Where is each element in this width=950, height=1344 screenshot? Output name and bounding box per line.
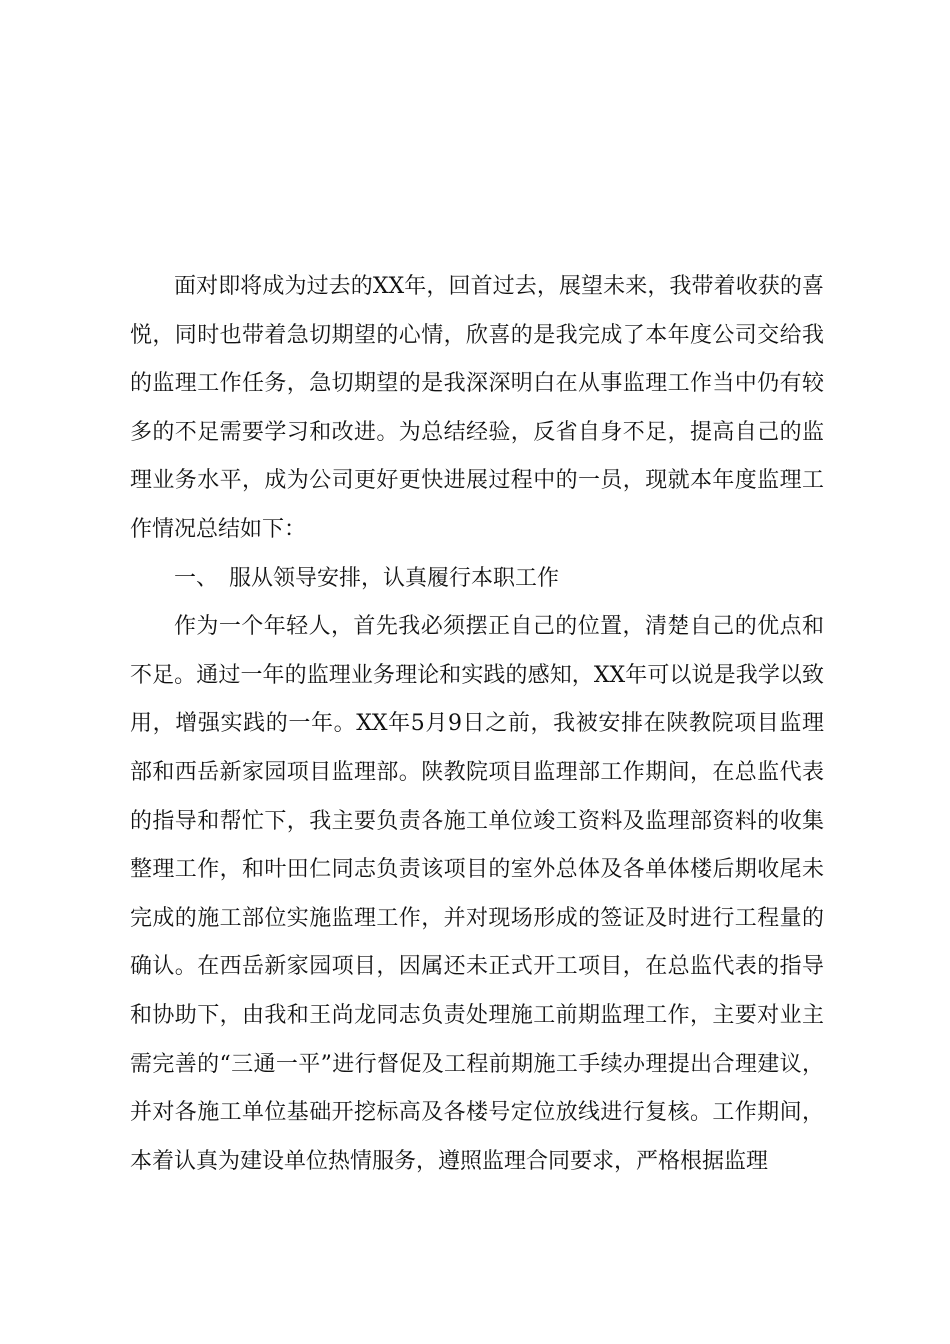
section-heading (130, 555, 824, 604)
section-body-paragraph: 作为一个年轻人，首先我必须摆正自己的位置，清楚自己的优点和不足。通过一年的监理业务理论和实践的感知，XX年可以说是我学以致用，增强实践的一年。XX年5月9日之前，我被安排在陕教院项目监理部和西岳新家园项目监理部。陕教院项目监理部工作期间，在总监代表的指导和帮忙下，我主要负责各施工单位竣工资料及监理部资料的收集整理工作，和叶田仁同志负责该项目的室外总体及各单体楼后期收尾未完成的施工部位实施监理工作，并对现场形成的签证及时进行工程量的确认。在西岳新家园项目，因属还未正式开工项目，在总监代表的指导和协助下，由我和王尚龙同志负责处理施工前期监理工作，主要对业主需完善的“三通一平”进行督促及工程前期施工手续办理提出合理建议，并对各施工单位基础开挖标高及各楼号定位放线进行复核。工作期间，本着认真为建设单位热情服务，遵照监理合同要求，严格根据监理 (130, 614, 824, 1174)
section-title: 服从领导安排，认真履行本职工作 (229, 565, 560, 591)
intro-paragraph: 面对即将成为过去的XX年，回首过去，展望未来，我带着收获的喜悦，同时也带着急切期望的心情，欣喜的是我完成了本年度公司交给我的监理工作任务，急切期望的是我深深明白在从事监理工作当中仍有较多的不足需要学习和改进。为总结经验，反省自身不足，提高自己的监理业务水平，成为公司更好更快进展过程中的一员，现就本年度监理工作情况总结如下： (130, 274, 824, 542)
section-number: 一、 (174, 565, 219, 591)
document-body (130, 263, 824, 1186)
